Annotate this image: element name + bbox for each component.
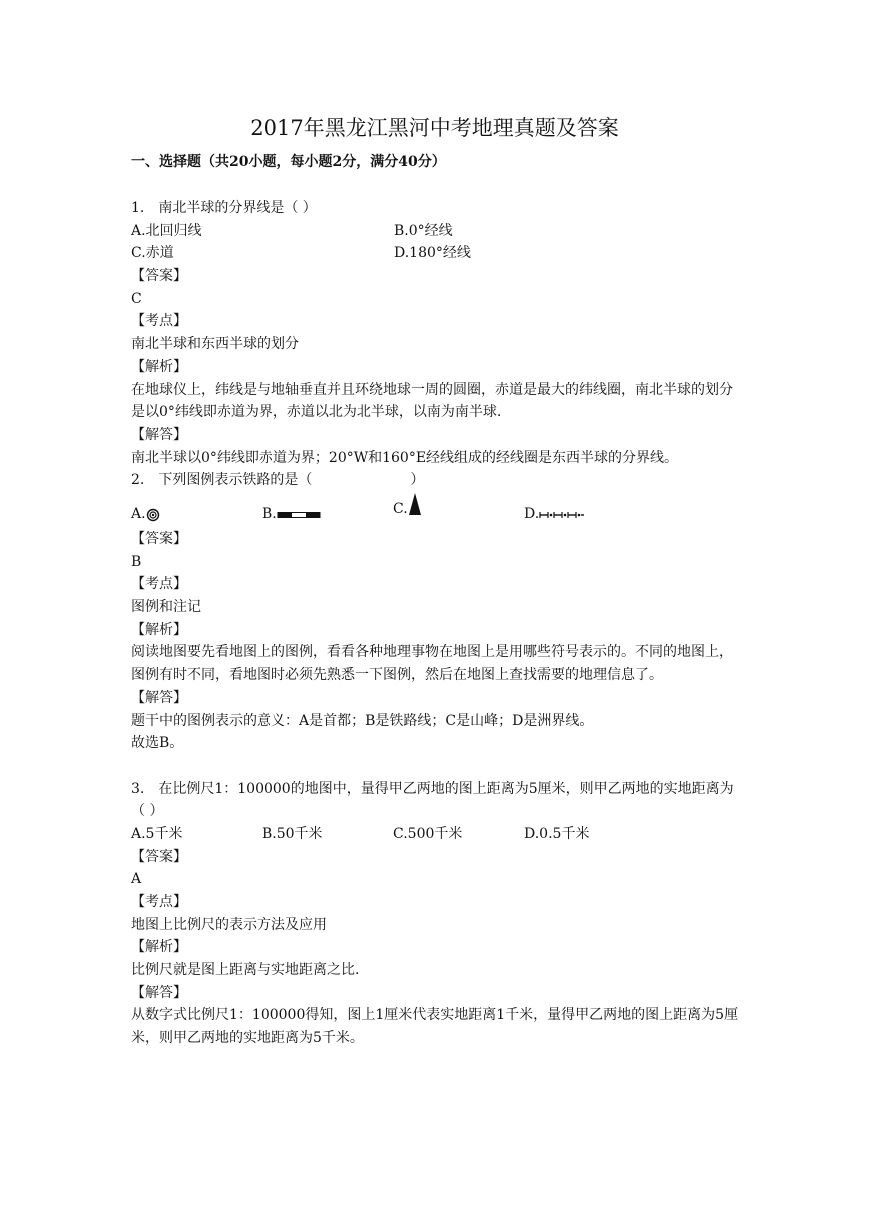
option-a (131, 503, 262, 526)
question-1 (131, 197, 739, 469)
point-label: 【考点】 (131, 894, 187, 911)
question-stem: 3. 在比例尺1：100000的地图中，量得甲乙两地的图上距离为5厘米，则甲乙两地的实地距离为（ ） (131, 780, 734, 820)
option-a-label: A. (131, 506, 146, 523)
question-stem: 2. 下列图例表示铁路的是（ ） (131, 472, 425, 489)
answer-value: B (131, 553, 142, 570)
option-b-label: B. (262, 506, 277, 523)
question-3 (131, 778, 739, 1050)
option-b: B.0°经线 (394, 222, 453, 239)
point-value: 图例和注记 (131, 599, 201, 616)
options-row (131, 220, 739, 243)
options-row (131, 823, 739, 846)
analysis-label: 【解析】 (131, 358, 187, 375)
option-a: A.5千米 (131, 825, 183, 842)
capital-symbol-icon (146, 508, 160, 522)
section-heading: 一、选择题（共20小题，每小题2分，满分40分） (131, 154, 446, 170)
solution-label: 【解答】 (131, 689, 187, 706)
spacer (131, 755, 739, 778)
point-label: 【考点】 (131, 313, 187, 330)
answer-value: A (131, 871, 142, 888)
point-label: 【考点】 (131, 576, 187, 593)
conclusion-text: 故选B。 (131, 735, 184, 752)
page-title: 2017年黑龙江黑河中考地理真题及答案 (250, 116, 619, 140)
point-value: 地图上比例尺的表示方法及应用 (131, 916, 327, 933)
mountain-peak-symbol-icon (408, 492, 422, 516)
continent-boundary-symbol-icon (539, 510, 585, 520)
point-value: 南北半球和东西半球的划分 (131, 336, 299, 353)
analysis-text: 阅读地图要先看地图上的图例，看看各种地理事物在地图上是用哪些符号表示的。不同的地图上，图例有时不同，看地图时必须先熟悉一下图例，然后在地图上查找需要的地理信息了。 (131, 644, 733, 684)
option-c-label: C. (393, 500, 408, 517)
solution-label: 【解答】 (131, 984, 187, 1001)
option-d (524, 503, 655, 526)
analysis-label: 【解析】 (131, 939, 187, 956)
option-a: A.北回归线 (131, 222, 202, 239)
analysis-text: 在地球仪上，纬线是与地轴垂直并且环绕地球一周的圆圈，赤道是最大的纬线圈，南北半球的划分是以0°纬线即赤道为界，赤道以北为北半球，以南为南半球. (131, 381, 733, 421)
option-d-label: D. (524, 506, 540, 523)
solution-text: 题干中的图例表示的意义：A是首都；B是铁路线；C是山峰；D是洲界线。 (131, 712, 594, 729)
option-c: C.500千米 (393, 825, 463, 842)
solution-label: 【解答】 (131, 426, 187, 443)
option-d: D.0.5千米 (524, 825, 590, 842)
answer-label: 【答案】 (131, 268, 187, 285)
solution-text: 南北半球以0°纬线即赤道为界；20°W和160°E经线组成的经线圈是东西半球的分界线。 (131, 449, 679, 466)
option-b (262, 503, 393, 526)
options-row (131, 492, 739, 528)
answer-value: C (131, 290, 142, 307)
option-c: C.赤道 (131, 245, 174, 262)
option-d: D.180°经线 (394, 245, 471, 262)
options-row (131, 242, 739, 265)
option-b: B.50千米 (262, 825, 323, 842)
answer-label: 【答案】 (131, 530, 187, 547)
railway-symbol-icon (277, 510, 321, 520)
analysis-text: 比例尺就是图上距离与实地距离之比. (131, 962, 360, 979)
option-c (393, 492, 524, 526)
answer-label: 【答案】 (131, 848, 187, 865)
question-list (131, 197, 739, 1050)
analysis-label: 【解析】 (131, 621, 187, 638)
question-2 (131, 469, 739, 755)
solution-text: 从数字式比例尺1：100000得知，图上1厘米代表实地距离1千米，量得甲乙两地的图上距离为5厘米，则甲乙两地的实地距离为5千米。 (131, 1007, 739, 1047)
question-stem: 1. 南北半球的分界线是（ ） (131, 200, 317, 216)
